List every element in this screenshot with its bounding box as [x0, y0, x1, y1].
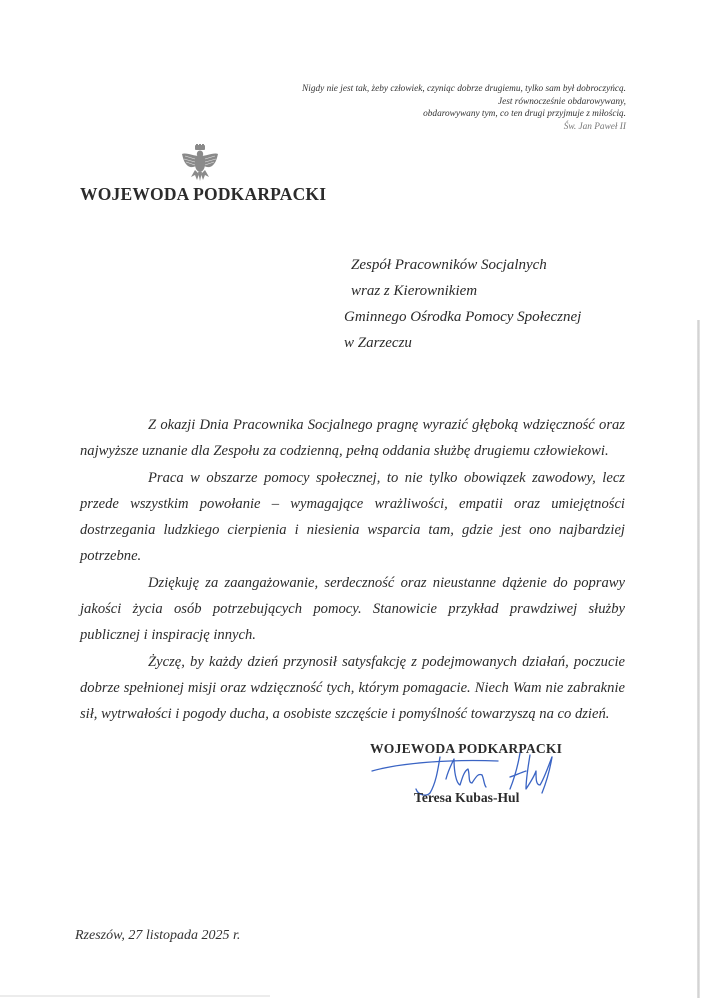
body-paragraph: Życzę, by każdy dzień przynosił satysfakcję z podejmowanych działań, poczucie dobrze spełnionej misji oraz wdzięczność tych, którym pomagacie. Niech Wam nie zabraknie sił, wytrwałości i pogody ducha, a osobiste szczęście i pomyślność towarzyszą na co dzień. — [80, 653, 625, 723]
place-and-date: Rzeszów, 27 listopada 2025 r. — [75, 928, 241, 943]
motto-line: obdarowywany tym, co ten drugi przyjmuje z miłością. — [423, 109, 626, 119]
signature-office: WOJEWODA PODKARPACKI — [370, 741, 563, 756]
body-paragraph: Dziękuję za zaangażowanie, serdeczność oraz nieustanne dążenie do poprawy jakości życia osób potrzebujących pomocy. Stanowicie przykład prawdziwej służby publicznej i inspirację innych. — [80, 574, 625, 644]
page-edge-bottom — [0, 995, 270, 997]
body-paragraph: Z okazji Dnia Pracownika Socjalnego pragnę wyrazić głęboką wdzięczność oraz najwyższe uznanie dla Zespołu za codzienną, pełną oddania służbę drugiemu człowiekowi. — [80, 417, 625, 460]
polish-eagle-icon — [180, 144, 220, 182]
recipient-line: w Zarzeczu — [344, 335, 412, 351]
letter-body — [80, 412, 625, 728]
motto-line: Jest równocześnie obdarowywany, — [498, 96, 626, 107]
page-edge-shadow — [697, 320, 700, 998]
recipient-line: wraz z Kierownikiem — [351, 283, 478, 299]
motto-line: Nigdy nie jest tak, żeby człowiek, czyniąc dobrze drugiemu, tylko sam był dobroczyńcą. — [302, 84, 626, 94]
motto-quote — [302, 83, 626, 133]
signatory-name: Teresa Kubas-Hul — [414, 790, 520, 805]
recipient-address — [344, 252, 581, 356]
motto-author: Św. Jan Paweł II — [563, 121, 626, 132]
recipient-line: Gminnego Ośrodka Pomocy Społecznej — [344, 309, 582, 325]
recipient-line: Zespół Pracowników Socjalnych — [351, 257, 547, 273]
signature-block — [370, 741, 610, 805]
office-title: WOJEWODA PODKARPACKI — [80, 184, 327, 204]
body-paragraph: Praca w obszarze pomocy społecznej, to nie tylko obowiązek zawodowy, lecz przede wszystkim powołanie – wymagające wrażliwości, empatii oraz umiejętności dostrzegania ludzkiego cierpienia i niesienia wsparcia tam, gdzie jest ono najbardziej potrzebne. — [80, 469, 625, 565]
